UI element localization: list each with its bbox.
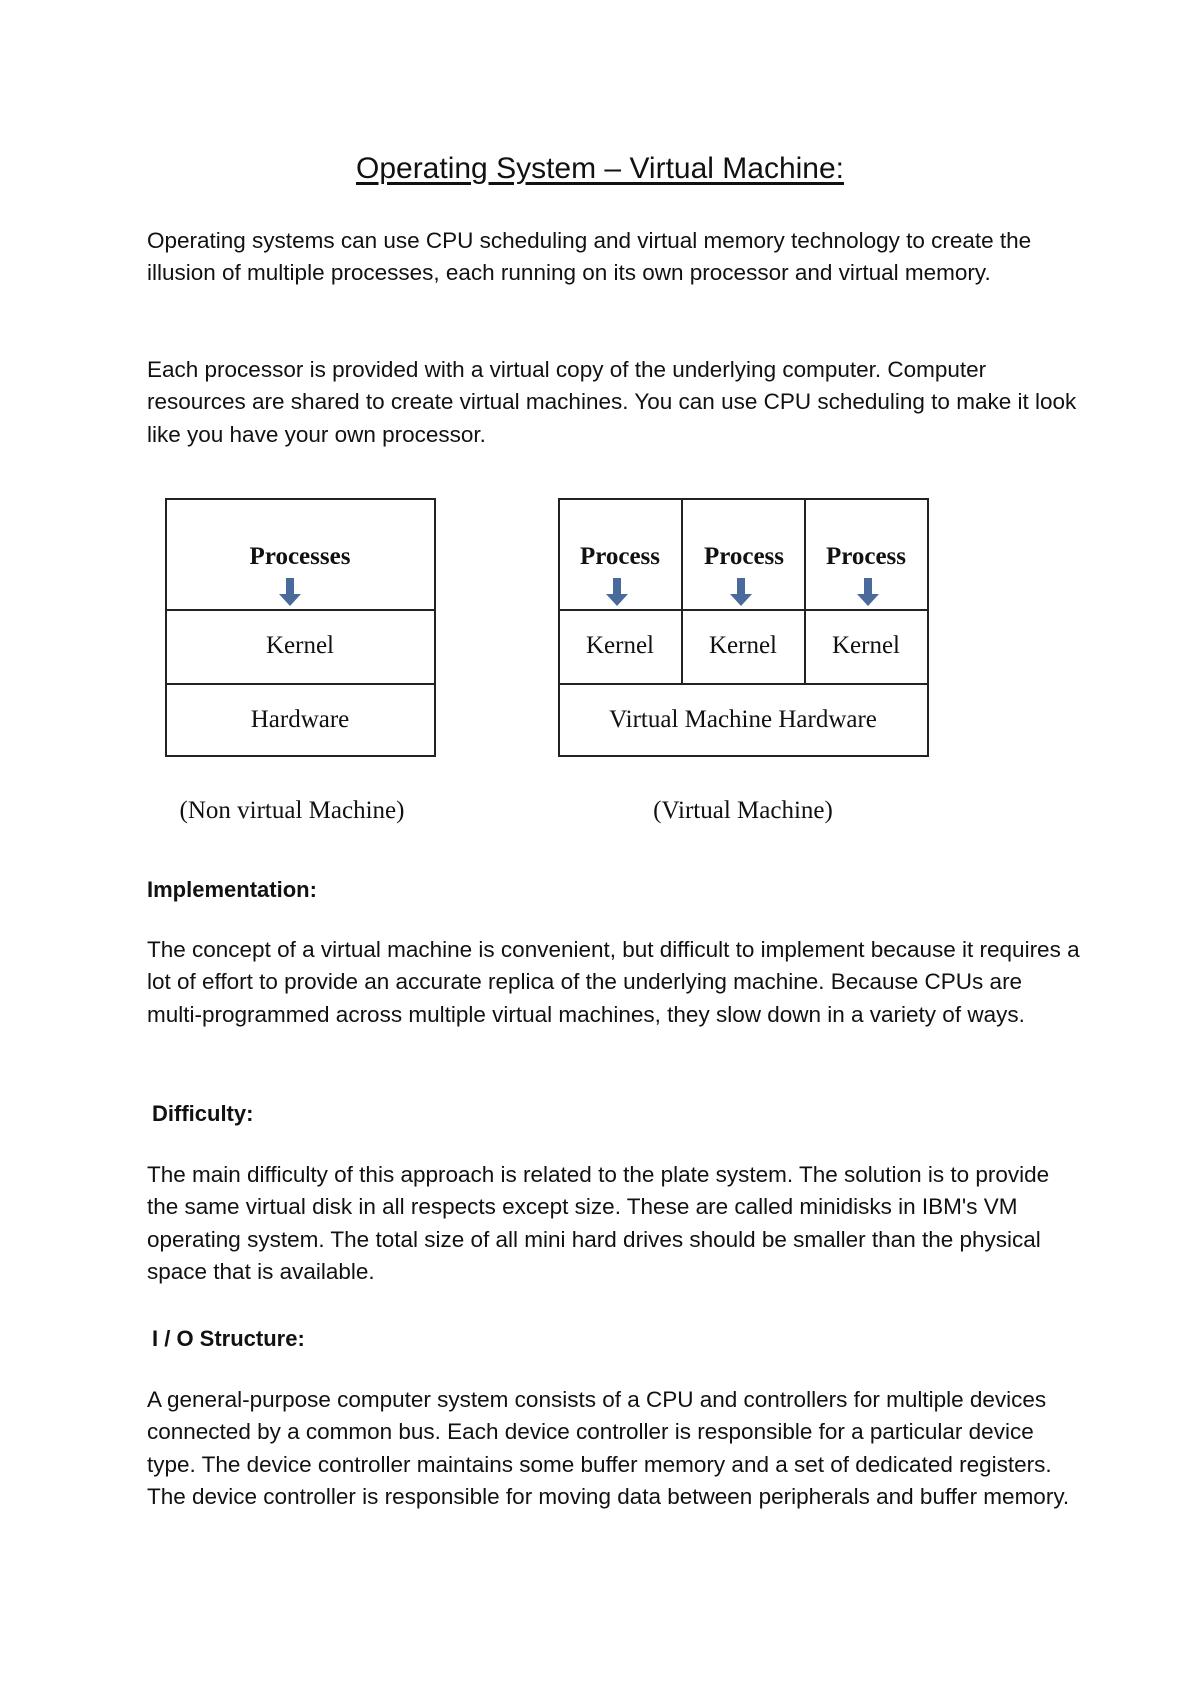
virtual-hardware-label: Virtual Machine Hardware (609, 706, 877, 733)
non-virtual-machine-stack (166, 499, 435, 824)
section-heading-io-structure: I / O Structure: (152, 1326, 305, 1351)
intro-paragraph-2: Each processor is provided with a virtual copy of the underlying computer. Computer resources are shared to create virtual machines. You can use CPU scheduling to make it look like you have your own processor. (147, 357, 1077, 447)
section-text-io-structure: A general-purpose computer system consists of a CPU and controllers for multiple devices connected by a common bus. Each device controller is responsible for a particular device type. The device controller maintains some buffer memory and a set of dedicated registers. The device controller is responsible for moving data between peripherals and buffer memory. (147, 1387, 1070, 1509)
section-heading-implementation: Implementation: (147, 877, 317, 902)
down-arrow-icon (857, 578, 879, 606)
section-heading-difficulty: Difficulty: (152, 1101, 254, 1126)
virtual-caption: (Virtual Machine) (653, 797, 833, 824)
section-text-difficulty: The main difficulty of this approach is related to the plate system. The solution is to provide the same virtual disk in all respects except size. These are called minidisks in IBM's VM operating system. The total size of all mini hard drives should be smaller than the physical space that is available. (147, 1162, 1050, 1284)
down-arrow-icon (279, 578, 301, 606)
kernel-label: Kernel (708, 632, 778, 659)
section-text-implementation: The concept of a virtual machine is convenient, but difficult to implement because it requires a lot of effort to provide an accurate replica of the underlying machine. Because CPUs are multi-programmed across multiple virtual machines, they slow down in a variety of ways. (147, 937, 1080, 1027)
hardware-label: Hardware (250, 706, 350, 733)
intro-paragraph-1: Operating systems can use CPU scheduling and virtual memory technology to create the illusion of multiple processes, each running on its own processor and virtual memory. (147, 228, 1032, 286)
process-label: Process (825, 543, 907, 570)
down-arrow-icon (606, 578, 628, 606)
down-arrow-icon (730, 578, 752, 606)
kernel-label: Kernel (831, 632, 901, 659)
process-label: Process (579, 543, 661, 570)
kernel-label: Kernel (265, 632, 335, 659)
non-virtual-caption: (Non virtual Machine) (179, 797, 405, 824)
kernel-label: Kernel (585, 632, 655, 659)
process-label: Process (703, 543, 785, 570)
processes-label: Processes (249, 543, 351, 570)
virtual-machine-stack (559, 499, 928, 824)
document-title: Operating System – Virtual Machine: (355, 152, 844, 185)
